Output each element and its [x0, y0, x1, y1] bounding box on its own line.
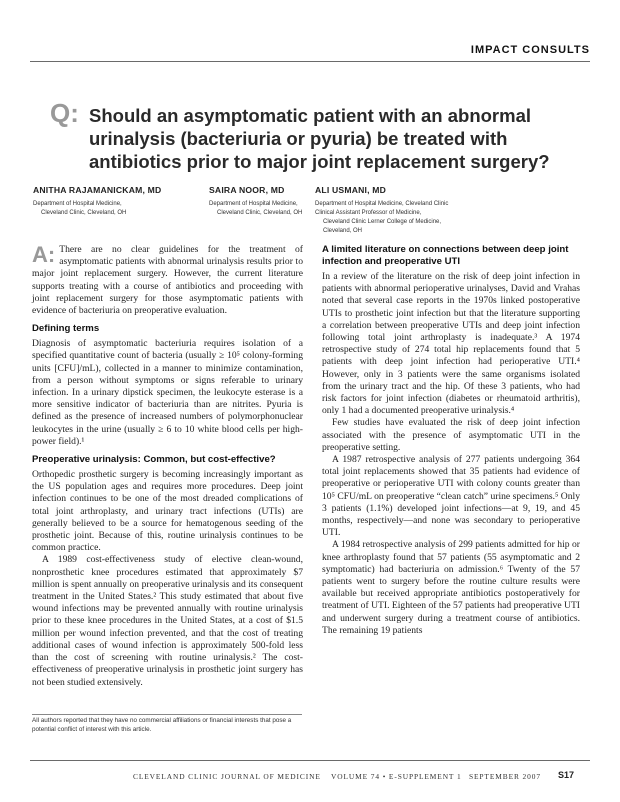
author-name: SAIRA NOOR, MD	[209, 185, 285, 195]
author-affiliation: Cleveland Clinic, Cleveland, OH	[217, 209, 303, 216]
footer-rule	[30, 760, 590, 761]
paragraph-literature-4: A 1984 retrospective analysis of 299 patients admitted for hip or knee arthroplasty found that 57 patients (55 asymptomatic and 2 symptomatic) had bacteriuria on admission.⁶ Twenty of the 57 patients went to surgery before the routine culture results were available but received appropriate antibiotics postoperatively for treatment of UTI. Eighteen of the 57 patients had preoperative UTI and underwent surgery during a treatment course of antibiotics. The remaining 19 patients	[322, 539, 580, 636]
author-affiliation: Department of Hospital Medicine, Cleveland Clinic	[315, 200, 449, 207]
footer-date: SEPTEMBER 2007	[469, 772, 541, 781]
paragraph-literature-2: Few studies have evaluated the risk of deep joint infection associated with the presence of asymptomatic UTI in the preoperative setting.	[322, 417, 580, 453]
footnote-rule	[32, 714, 302, 715]
question-label: Q:	[50, 98, 79, 128]
paragraph-cost-effective-1: Orthopedic prosthetic surgery is becoming increasingly important as the US population ages and requires more procedures. Deep joint infection continues to be one of the most dreaded complications of total joint arthroplasty, and urinary tract infections (UTIs) are generally believed to be a source for hematogenous seeding of the prosthetic joint. Because of this, routine urinalysis continues to be common practice.	[32, 469, 303, 554]
paragraph-literature-1: In a review of the literature on the risk of deep joint infection in patients with abnormal perioperative urinalyses, David and Vrahas noted that several case reports in the 1970s linked postoperative UTIs to prosthetic joint infection but that the literature supporting a correlation between preoperative UTIs and deep joint infection following total joint arthroplasty is inadequate.³ A 1974 retrospective study of 274 total hip replacements found that 5 patients with deep joint infection had perioperative UTI.⁴ However, only in 3 patients were the same organisms isolated from the urinary tract and the hip. Of these 3 patients, who had risk factors for joint infection (diabetes or rheumatoid arthritis), only 1 had a documented preoperative urinalysis.⁴	[322, 271, 580, 417]
footer-journal-name: CLEVELAND CLINIC JOURNAL OF MEDICINE	[133, 772, 321, 781]
author-name: ALI USMANI, MD	[315, 185, 387, 195]
author-affiliation: Cleveland Clinic, Cleveland, OH	[41, 209, 127, 216]
section-heading-limited-literature: A limited literature on connections between deep joint infection and preoperative UTI	[322, 244, 569, 267]
author-block	[315, 185, 448, 236]
answer-intro: There are no clear guidelines for the treatment of asymptomatic patients with abnormal urinalysis results prior to major joint replacement surgery. However, the current literature supports treating with a course of antibiotics and proceeding with joint replacement surgery for those asymptomatic patients with evidence of bacteriuria on preoperative evaluation.	[32, 244, 303, 317]
author-block	[33, 185, 161, 218]
author-affiliation: Cleveland Clinic Lerner College of Medicine,	[323, 218, 442, 225]
header-rule	[30, 61, 590, 62]
author-name: ANITHA RAJAMANICKAM, MD	[33, 185, 162, 195]
author-affiliation: Clinical Assistant Professor of Medicine,	[315, 209, 422, 216]
section-heading-defining-terms: Defining terms	[32, 323, 100, 335]
body-column-right	[322, 244, 580, 637]
page-number: S17	[558, 770, 575, 780]
paragraph-literature-3: A 1987 retrospective analysis of 277 patients undergoing 364 total joint replacements showed that 35 patients had evidence of preoperative or perioperative UTI with colony counts greater than 10⁵ CFU/mL on preoperative “clean catch” urine specimens.⁵ Only 3 patients (1.1%) developed joint infections—at 9, 19, and 45 months, respectively—and none was secondary to perioperative UTI.	[322, 454, 580, 539]
answer-paragraph	[32, 244, 303, 317]
author-affiliation: Cleveland, OH	[323, 227, 363, 234]
answer-label: A:	[32, 242, 56, 267]
section-heading-cost-effective: Preoperative urinalysis: Common, but cost-effective?	[32, 454, 276, 466]
author-affiliation: Department of Hospital Medicine,	[33, 200, 122, 207]
disclosure-footnote: All authors reported that they have no commercial affiliations or financial interests that pose a potential conflict of interest with this article.	[32, 717, 292, 733]
author-affiliation: Department of Hospital Medicine,	[209, 200, 298, 207]
paragraph-defining-terms: Diagnosis of asymptomatic bacteriuria requires isolation of a specified quantitative count of bacteria (usually ≥ 10⁵ colony-forming units [CFU]/mL), collected in a manner to minimize contamination, from a person without symptoms or signs referable to urinary infection. In a urinary dipstick specimen, the leukocyte esterase is a more sensitive indicator of bacteriuria than are nitrites. Pyuria is defined as the presence of increased numbers of polymorphonuclear leukocytes in the urine (usually ≥ 6 to 10 white blood cells per high-power field).¹	[32, 338, 303, 447]
body-column-left	[32, 244, 303, 689]
author-block	[209, 185, 302, 218]
question-title: Should an asymptomatic patient with an abnormal urinalysis (bacteriuria or pyuria) be treated with antibiotics prior to major joint replacement surgery?	[89, 105, 550, 172]
paragraph-cost-effective-2: A 1989 cost-effectiveness study of elective clean-wound, nonprosthetic knee procedures estimated that approximately $7 million is spent annually on preoperative urinalysis and its consequent treatment in the United States.² This study estimated that about five wound infections may be prevented annually with routine urinalysis prior to these knee procedures in the United States, at a cost of $1.5 million per wound infection prevented, and that the cost of treating additional cases of wound infection is approximately 500-fold less than the cost of screening with routine urinalysis.² The cost-effectiveness of preoperative urinalysis in prosthetic joint surgery has not been studied extensively.	[32, 554, 303, 688]
section-label: IMPACT CONSULTS	[470, 44, 590, 56]
footer-volume: VOLUME 74 • E-SUPPLEMENT 1	[331, 772, 462, 781]
